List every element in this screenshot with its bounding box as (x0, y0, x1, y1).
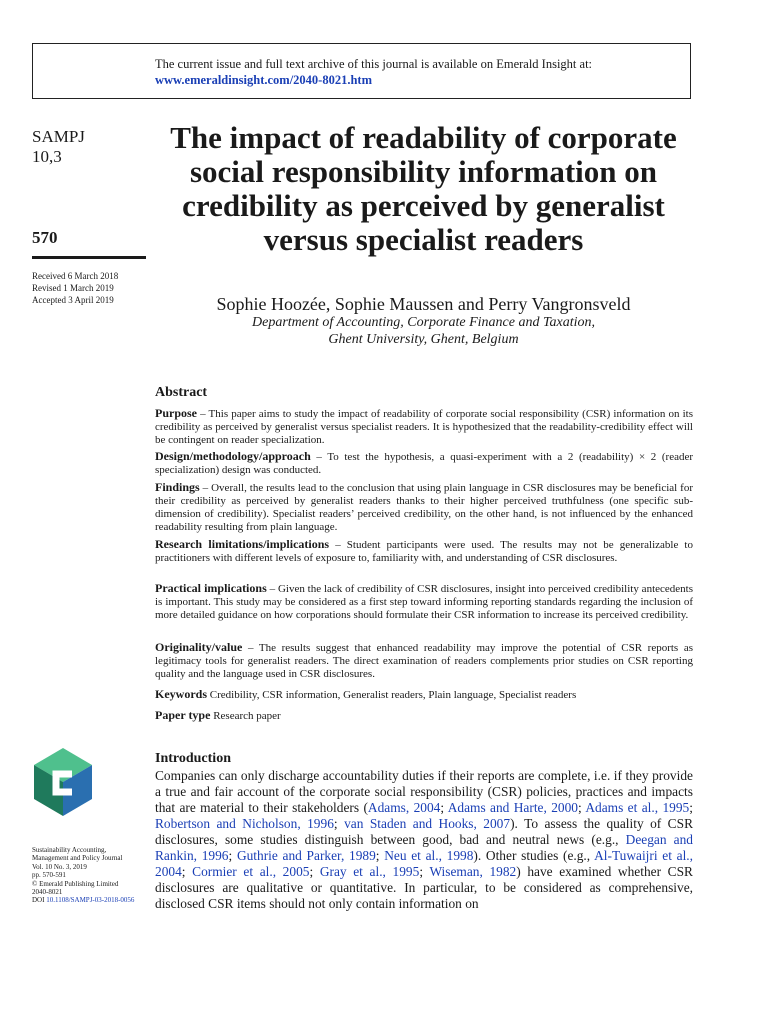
citation-sep: ; (228, 848, 237, 863)
practical-text: – Given the lack of credibility of CSR disclosures, insight into perceived credibility antecedents is important. This study may be considered as a first step toward informing reporting standards regarding the inclusion of more detailed guidance on how corporations should formulate their CSR information to increase its perceived credibility. (155, 583, 693, 621)
purpose-text: – This paper aims to study the impact of readability of corporate social responsibility (CSR) information on its credibility as perceived by generalist versus specialist readers. It is hypothesized that the readability-credibility effect will be contingent on reader specialization. (155, 408, 693, 446)
meta-journal-line-2: Management and Policy Journal (32, 854, 123, 863)
citation-link[interactable]: van Staden and Hooks, 2007 (344, 816, 511, 831)
journal-archive-banner (32, 43, 691, 99)
meta-doi (32, 896, 152, 904)
page-number: 570 (32, 228, 58, 247)
meta-copyright: © Emerald Publishing Limited (32, 879, 119, 888)
citation-sep: ; (440, 800, 448, 815)
journal-url-link[interactable]: www.emeraldinsight.com/2040-8021.htm (155, 73, 372, 87)
design-text: – To test the hypothesis, a quasi-experiment with a 2 (readability) × 2 (reader specialization) design was conducted. (155, 451, 693, 476)
paper-title: The impact of readability of corporate social responsibility information on credibility as perceived by generalist versus specialist readers (170, 120, 677, 257)
design-label: Design/methodology/approach (155, 449, 311, 463)
citation-link[interactable]: Cormier et al., 2005 (192, 864, 310, 879)
accepted-date: Accepted 3 April 2019 (32, 295, 114, 305)
banner-text: The current issue and full text archive of this journal is available on Emerald Insight at: (155, 57, 593, 71)
affiliation-line-1: Department of Accounting, Corporate Finance and Taxation, (252, 315, 595, 330)
abstract-practical (155, 582, 693, 622)
sidebar-rule (32, 256, 146, 259)
journal-code: SAMPJ (32, 127, 85, 146)
citation-link[interactable]: Adams et al., 1995 (585, 800, 690, 815)
practical-label: Practical implications (155, 581, 267, 595)
citation-link[interactable]: Adams, 2004 (367, 800, 441, 815)
citation-link[interactable]: Deegan and Rankin, 1996 (155, 832, 693, 863)
introduction-heading: Introduction (155, 751, 231, 766)
citation-link[interactable]: Guthrie and Parker, 1989 (236, 848, 376, 863)
affiliation-line-2: Ghent University, Ghent, Belgium (328, 332, 519, 347)
meta-journal-line-1: Sustainability Accounting, (32, 846, 107, 854)
citation-link[interactable]: Wiseman, 1982 (429, 864, 517, 879)
received-date: Received 6 March 2018 (32, 271, 119, 281)
abstract-paper-type (155, 709, 693, 723)
paper-type-label: Paper type (155, 708, 211, 722)
citation-sep: ; (578, 800, 586, 815)
intro-text: Companies can only discharge accountability duties if their reports are complete, i.e. if they provide a true and fair account of the corporate social responsibility (CSR) policies, practices and impacts that are material to their stakeholders ( (155, 768, 693, 815)
citation-link[interactable]: Neu et al., 1998 (384, 848, 474, 863)
intro-text: ). Other studies (e.g., (473, 848, 595, 863)
revised-date: Revised 1 March 2019 (32, 283, 114, 293)
originality-text: – The results suggest that enhanced readability may improve the potential of CSR reports as legitimacy tools for generalist readers. The direct examination of readers complements prior studies on CSR reporting quality and the language used in CSR disclosures. (155, 642, 693, 680)
abstract-limitations (155, 538, 693, 565)
intro-text: ) have examined whether CSR disclosures are qualitative or quantitative. In particular, to be considered as comprehensive, disclosed CSR items should not only contain information on (155, 864, 693, 911)
history-dates (32, 270, 118, 306)
meta-volume: Vol. 10 No. 3, 2019 (32, 862, 87, 871)
volume-issue: 10,3 (32, 147, 62, 166)
citation-sep: ; (333, 816, 345, 831)
paper-authors: Sophie Hoozée, Sophie Maussen and Perry Vangronsveld (216, 294, 631, 314)
journal-volume (32, 127, 85, 167)
citation-link[interactable]: Adams and Harte, 2000 (447, 800, 578, 815)
introduction-paragraph (155, 768, 693, 912)
abstract-design (155, 450, 693, 477)
journal-meta (32, 846, 152, 905)
keywords-label: Keywords (155, 687, 207, 701)
abstract-keywords (155, 688, 693, 702)
citation-link[interactable]: Gray et al., 1995 (319, 864, 420, 879)
findings-text: – Overall, the results lead to the conclusion that using plain language in CSR disclosures may be beneficial for their credibility as perceived by generalist readers thanks to their higher perceived truthfulness (one specific sub-dimension of credibility). Specialist readers’ perceived credibility, on the other hand, is not influenced by the enhanced readability resulting from plain language. (155, 482, 693, 533)
findings-label: Findings (155, 480, 200, 494)
abstract-originality (155, 641, 693, 681)
citation-sep: ; (419, 864, 430, 879)
originality-label: Originality/value (155, 640, 243, 654)
doi-link[interactable]: 10.1108/SAMPJ-03-2018-0056 (46, 896, 135, 905)
keywords-text: Credibility, CSR information, Generalist readers, Plain language, Specialist readers (207, 689, 577, 701)
abstract-purpose (155, 407, 693, 447)
meta-pages: pp. 570-591 (32, 871, 66, 880)
citation-sep: ; (689, 800, 693, 815)
limitations-label: Research limitations/implications (155, 537, 330, 551)
author-affiliation (155, 314, 692, 348)
abstract-findings (155, 481, 693, 534)
intro-text: ). To assess the quality of CSR disclosures, some studies distinguish between good, bad and neutral news (e.g., (155, 816, 693, 847)
purpose-label: Purpose (155, 406, 197, 420)
citation-link[interactable]: Al-Tuwaijri et al., 2004 (155, 848, 693, 879)
crossmark-logo-icon[interactable] (32, 746, 94, 818)
citation-sep: ; (181, 864, 193, 879)
abstract-heading: Abstract (155, 385, 208, 400)
doi-label: DOI (32, 896, 45, 905)
citation-sep: ; (375, 848, 385, 863)
meta-issn: 2040-8021 (32, 888, 63, 897)
citation-sep: ; (309, 864, 320, 879)
paper-type-text: Research paper (210, 710, 281, 722)
limitations-text: – Student participants were used. The results may not be generalizable to practitioners with different levels of exposure to, familiarity with, and understanding of CSR disclosures. (155, 539, 693, 564)
citation-link[interactable]: Robertson and Nicholson, 1996 (155, 816, 334, 831)
